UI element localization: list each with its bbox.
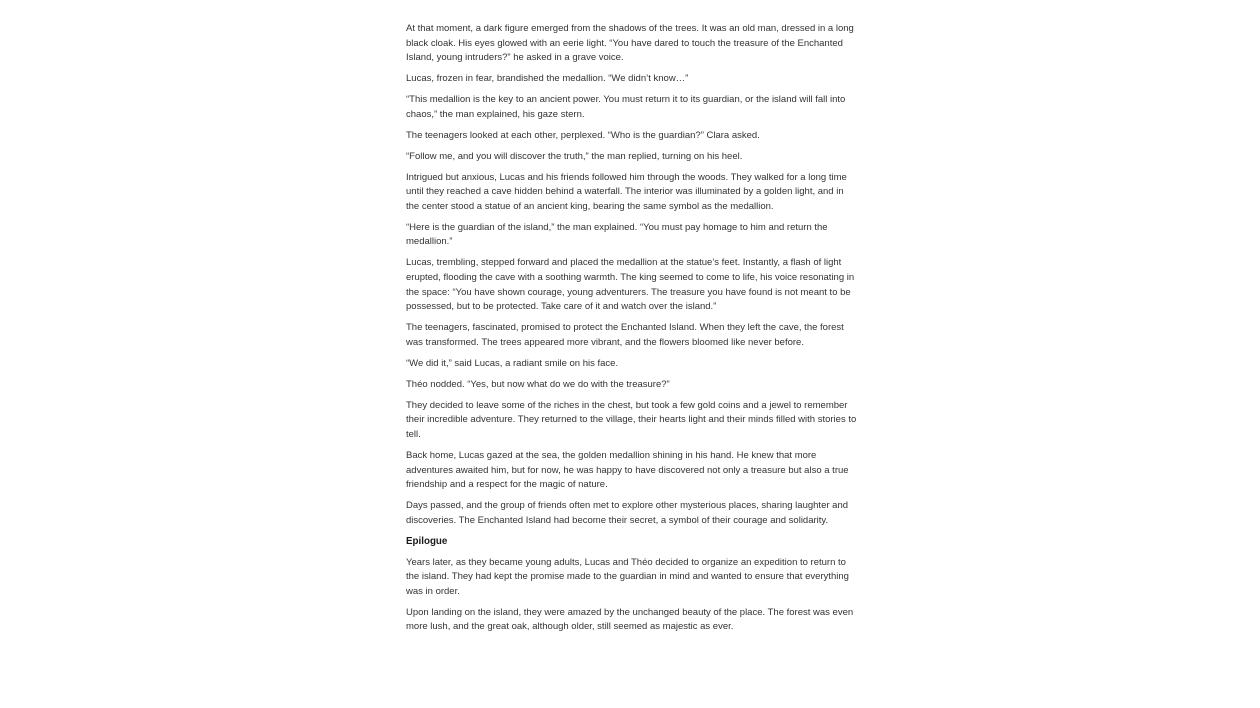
paragraph: Upon landing on the island, they were amazed by the unchanged beauty of the place. The forest was even more lush, and the great oak, although older, still seemed as majestic as ever. — [406, 606, 854, 633]
document-page — [406, 22, 858, 641]
paragraph: “This medallion is the key to an ancient power. You must return it to its guardian, or the island will fall into chaos,” the man explained, his gaze stern. — [406, 94, 846, 120]
paragraph: Lucas, frozen in fear, brandished the medallion. “We didn’t know…” — [406, 73, 689, 85]
paragraph: Days passed, and the group of friends often met to explore other mysterious places, sharing laughter and discoveries. The Enchanted Island had become their secret, a symbol of their courage and solidarity. — [406, 500, 849, 526]
paragraph: Years later, as they became young adults, Lucas and Théo decided to organize an expedition to return to the island. They had kept the promise made to the guardian in mind and wanted to ensure that everything was in order. — [406, 556, 849, 597]
paragraph: At that moment, a dark figure emerged from the shadows of the trees. It was an old man, dressed in a long black cloak. His eyes glowed with an eerie light. “You have dared to touch the treasure of the Enchanted Island, young intruders?” he asked in a grave voice. — [406, 23, 854, 64]
paragraph: “We did it,” said Lucas, a radiant smile on his face. — [406, 357, 619, 369]
paragraph: “Follow me, and you will discover the truth,” the man replied, turning on his heel. — [406, 150, 743, 162]
epilogue-heading: Epilogue — [406, 535, 448, 547]
paragraph: The teenagers, fascinated, promised to protect the Enchanted Island. When they left the cave, the forest was transformed. The trees appeared more vibrant, and the flowers bloomed like never before. — [406, 322, 844, 348]
paragraph: Théo nodded. “Yes, but now what do we do with the treasure?” — [406, 378, 670, 390]
paragraph: They decided to leave some of the riches in the chest, but took a few gold coins and a jewel to remember their incredible adventure. They returned to the village, their hearts light and their minds filled with stories to tell. — [406, 399, 857, 440]
paragraph: Lucas, trembling, stepped forward and placed the medallion at the statue’s feet. Instantly, a flash of light erupted, flooding the cave with a soothing warmth. The king seemed to come to life, his voice resonating in the space: “You have shown courage, young adventurers. The treasure you have found is not meant to be possessed, but to be protected. Take care of it and watch over the island.” — [406, 257, 855, 313]
paragraph: Back home, Lucas gazed at the sea, the golden medallion shining in his hand. He knew that more adventures awaited him, but for now, he was happy to have discovered not only a treasure but also a true friendship and a respect for the magic of nature. — [406, 449, 849, 491]
paragraph: Intrigued but anxious, Lucas and his friends followed him through the woods. They walked for a long time until they reached a cave hidden behind a waterfall. The interior was illuminated by a golden light, and in the center stood a statue of an ancient king, bearing the same symbol as the medallion. — [406, 171, 847, 212]
paragraph: “Here is the guardian of the island,” the man explained. “You must pay homage to him and return the medallion.” — [406, 221, 828, 248]
paragraph: The teenagers looked at each other, perplexed. “Who is the guardian?” Clara asked. — [406, 129, 760, 141]
